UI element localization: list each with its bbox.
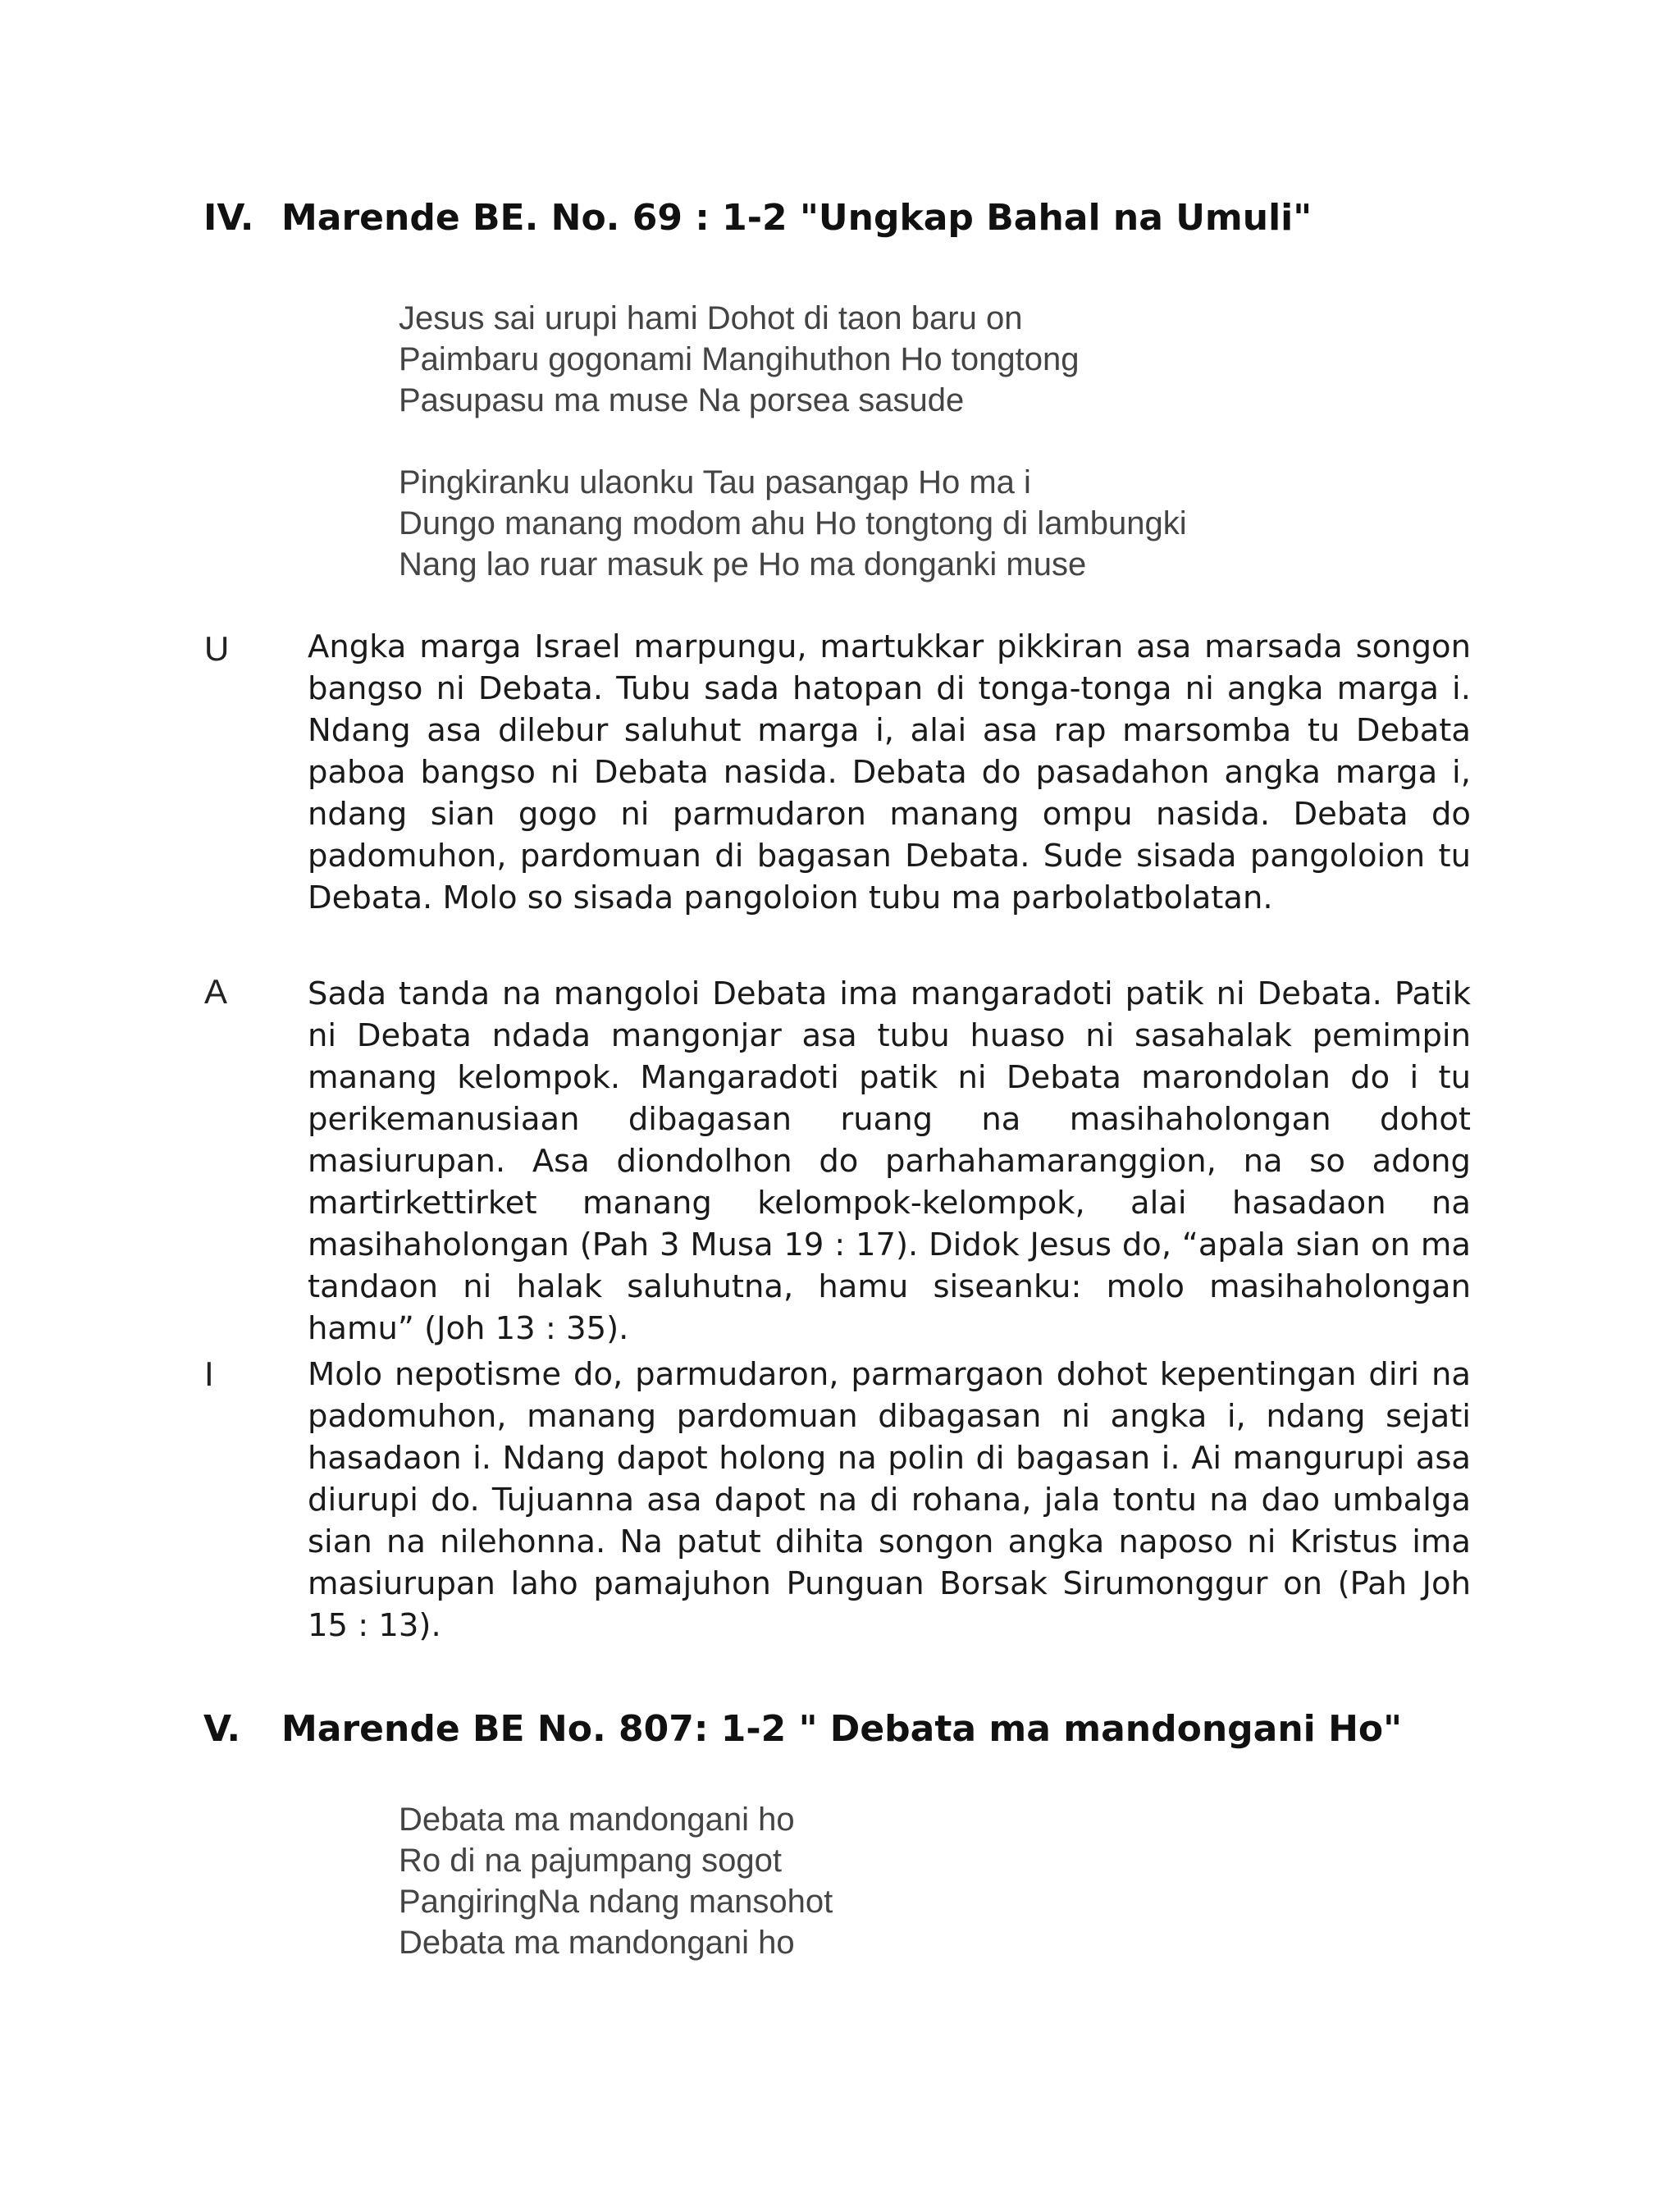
paragraph-letter-a: A (204, 972, 228, 1011)
paragraph-u: Angka marga Israel marpungu, martukkar pikkiran asa marsada songon bangso ni Debata. Tubu sada hatopan di tonga-tonga ni angka marga i. Ndang asa dilebur saluhut marga i, alai asa rap marsomba tu Debata paboa bangso ni Debata nasida. Debata do pasadahon angka marga i, ndang sian gogo ni parmudaron manang ompu nasida. Debata do padomuhon, pardomuan di bagasan Debata. Sude sisada pangoloion tu Debata. Molo so sisada pangoloion tubu ma parbolatbolatan. (308, 628, 1471, 916)
hymn-line: Pasupasu ma muse Na porsea sasude (399, 382, 965, 418)
section-iv-hymn (399, 298, 1187, 585)
hymn-line: Pingkiranku ulaonku Tau pasangap Ho ma i (399, 464, 1031, 500)
section-iv-title: Marende BE. No. 69 : 1-2 "Ungkap Bahal na Umuli" (281, 197, 1312, 239)
hymn-line: Paimbaru gogonami Mangihuthon Ho tongtong (399, 341, 1080, 377)
hymn-line: Nang lao ruar masuk pe Ho ma donganki muse (399, 546, 1087, 582)
section-v-hymn (399, 1799, 833, 1963)
section-v-number: V. (203, 1708, 241, 1750)
hymn-line: Ro di na pajumpang sogot (399, 1843, 782, 1879)
hymn-line: Debata ma mandongani ho (399, 1925, 795, 1961)
hymn-line: PangiringNa ndang mansohot (399, 1884, 833, 1920)
paragraph-letter-u: U (204, 629, 230, 668)
paragraph-a: Sada tanda na mangoloi Debata ima mangaradoti patik ni Debata. Patik ni Debata ndada mangonjar asa tubu huaso ni sasahalak pemimpin manang kelompok. Mangaradoti patik ni Debata marondolan do i tu perikemanusiaan dibagasan ruang na masihaholongan dohot masiurupan. Asa diondolhon do parhahamaranggion, na so adong martirkettirket manang kelompok-kelompok, alai hasadaon na masihaholongan (Pah 3 Musa 19 : 17). Didok Jesus do, “apala sian on ma tandaon ni halak saluhutna, hamu siseanku: molo masihaholongan hamu” (Joh 13 : 35). (308, 975, 1471, 1347)
section-v-title: Marende BE No. 807: 1-2 " Debata ma mandongani Ho" (281, 1708, 1403, 1750)
section-v-heading (203, 1706, 1402, 1752)
section-iv-number: IV. (203, 197, 254, 239)
hymn-line: Dungo manang modom ahu Ho tongtong di lambungki (399, 505, 1187, 541)
hymn-line: Jesus sai urupi hami Dohot di taon baru on (399, 300, 1023, 336)
paragraph-i: Molo nepotisme do, parmudaron, parmargaon dohot kepentingan diri na padomuhon, manang pardomuan dibagasan ni angka i, ndang sejati hasadaon i. Ndang dapot holong na polin di bagasan i. Ai mangurupi asa diurupi do. Tujuanna asa dapot na di rohana, jala tontu na dao umbalga sian na nilehonna. Na patut dihita songon angka naposo ni Kristus ima masiurupan laho pamajuhon Punguan Borsak Sirumonggur on (Pah Joh 15 : 13). (308, 1356, 1471, 1644)
hymn-line: Debata ma mandongani ho (399, 1802, 795, 1838)
paragraph-letter-i: I (204, 1354, 214, 1393)
section-iv-heading (203, 195, 1312, 241)
